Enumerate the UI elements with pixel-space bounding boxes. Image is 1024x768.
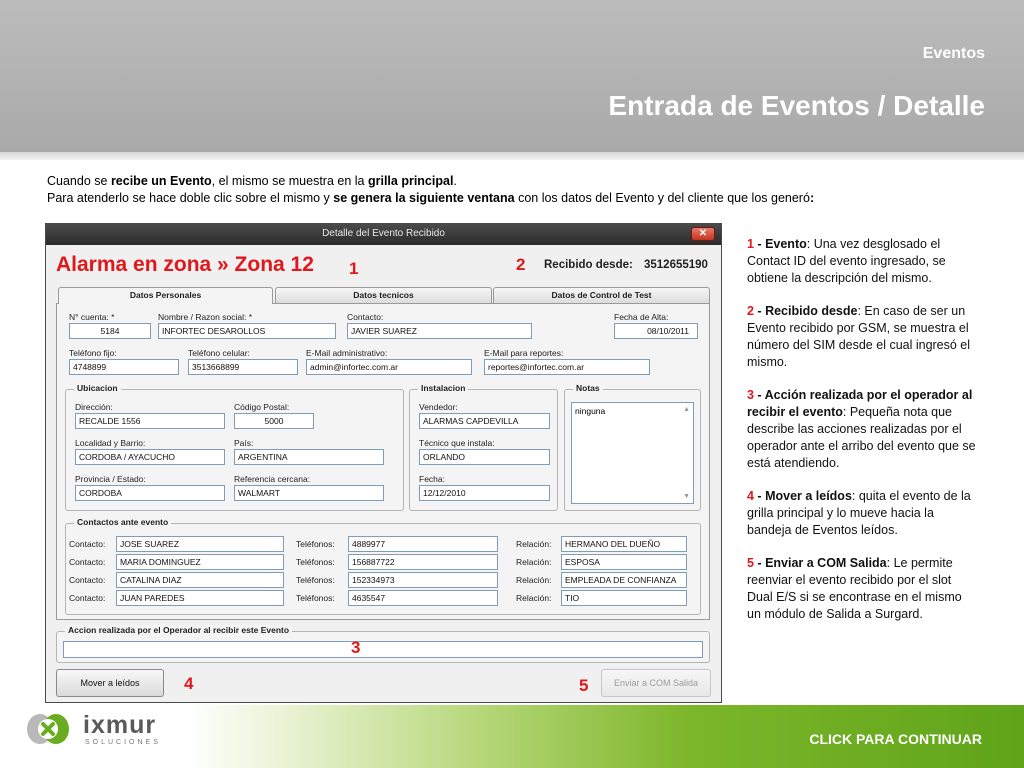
email-admin-label: E-Mail administrativo:	[306, 348, 388, 358]
ubicacion-group	[65, 383, 404, 511]
contact-name-field[interactable]: JOSE SUAREZ	[116, 536, 284, 552]
intro-line-2: Para atenderlo se hace doble clic sobre el mismo y se genera la siguiente ventana con los datos del Evento y del cliente que los generó:	[47, 191, 815, 205]
fecha-instalacion-label: Fecha:	[419, 474, 445, 484]
enviar-com-salida-button[interactable]: Enviar a COM Salida	[601, 669, 711, 697]
fecha-instalacion-field[interactable]: 12/12/2010	[419, 485, 550, 501]
tel-fijo-label: Teléfono fijo:	[69, 348, 117, 358]
telefonos-label: Teléfonos:	[296, 593, 335, 603]
contact-phone-field[interactable]: 4635547	[348, 590, 498, 606]
contact-label: Contacto:	[69, 575, 106, 585]
codigo-postal-label: Código Postal:	[234, 402, 290, 412]
callout-2: 2	[516, 255, 526, 274]
tab-datos-personales[interactable]: Datos Personales	[58, 287, 273, 304]
telefonos-label: Teléfonos:	[296, 557, 335, 567]
intro-text	[47, 173, 987, 207]
email-reportes-field[interactable]: reportes@infortec.com.ar	[484, 359, 650, 375]
callout-5: 5	[579, 676, 589, 695]
contacto-field[interactable]: JAVIER SUAREZ	[347, 323, 532, 339]
contact-name-field[interactable]: CATALINA DIAZ	[116, 572, 284, 588]
contact-label: Contacto:	[69, 557, 106, 567]
contact-phone-field[interactable]: 4889977	[348, 536, 498, 552]
relacion-label: Relación:	[516, 575, 552, 585]
tab-datos-tecnicos[interactable]: Datos tecnicos	[275, 287, 492, 303]
localidad-field[interactable]: CORDOBA / AYACUCHO	[75, 449, 225, 465]
slide-title: Entrada de Eventos / Detalle	[608, 90, 985, 121]
telefonos-label: Teléfonos:	[296, 575, 335, 585]
vendedor-field[interactable]: ALARMAS CAPDEVILLA	[419, 413, 550, 429]
callout-4: 4	[184, 674, 194, 693]
contact-phone-field[interactable]: 156887722	[348, 554, 498, 570]
note-3: 3 - Acción realizada por el operador al recibir el evento: Pequeña nota que describe las acciones realizadas por el operador ante el arribo del evento que se está atendiendo.	[747, 388, 976, 470]
accion-input[interactable]	[63, 641, 703, 658]
accion-title: Accion realizada por el Operador al recibir este Evento	[65, 625, 292, 635]
provincia-label: Provincia / Estado:	[75, 474, 146, 484]
contact-relation-field[interactable]: EMPLEADA DE CONFIANZA	[561, 572, 687, 588]
tab-datos-control-test[interactable]: Datos de Control de Test	[493, 287, 710, 303]
pais-label: País:	[234, 438, 254, 448]
tecnico-field[interactable]: ORLANDO	[419, 449, 550, 465]
referencia-label: Referencia cercana:	[234, 474, 311, 484]
relacion-label: Relación:	[516, 557, 552, 567]
direccion-label: Dirección:	[75, 402, 113, 412]
window-titlebar[interactable]	[46, 224, 721, 245]
note-1: 1 - Evento: Una vez desglosado el Contact ID del evento ingresado, se obtiene la descripción del mismo.	[747, 237, 946, 285]
tel-fijo-field[interactable]: 4748899	[69, 359, 179, 375]
notas-title: Notas	[573, 383, 603, 393]
instalacion-title: Instalacion	[418, 383, 468, 393]
tecnico-label: Técnico que instala:	[419, 438, 495, 448]
fecha-alta-label: Fecha de Alta:	[614, 312, 669, 322]
mover-a-leidos-button[interactable]: Mover a leídos	[56, 669, 164, 697]
contact-phone-field[interactable]: 152334973	[348, 572, 498, 588]
logo-text: ixmur	[83, 711, 157, 739]
slide-header	[0, 0, 1024, 152]
direccion-field[interactable]: RECALDE 1556	[75, 413, 225, 429]
nombre-field[interactable]: INFORTEC DESAROLLOS	[158, 323, 336, 339]
contacto-label: Contacto:	[347, 312, 384, 322]
notas-group	[564, 383, 701, 511]
email-admin-field[interactable]: admin@infortec.com.ar	[306, 359, 472, 375]
close-button[interactable]: ✕	[691, 227, 715, 241]
referencia-field[interactable]: WALMART	[234, 485, 384, 501]
contact-relation-field[interactable]: HERMANO DEL DUEÑO	[561, 536, 687, 552]
nombre-label: Nombre / Razon social: *	[158, 312, 253, 322]
contact-relation-field[interactable]: ESPOSA	[561, 554, 687, 570]
recibido-value: 3512655190	[644, 259, 708, 271]
email-reportes-label: E-Mail para reportes:	[484, 348, 564, 358]
continue-link[interactable]: CLICK PARA CONTINUAR	[809, 731, 982, 747]
recibido-label: Recibido desde:	[544, 259, 633, 271]
note-4: 4 - Mover a leídos: quita el evento de la grilla principal y lo mueve hacia la bandeja de Eventos leídos.	[747, 489, 971, 537]
callout-3: 3	[351, 638, 361, 657]
scroll-down-icon[interactable]: ▼	[683, 493, 690, 500]
notas-text: ninguna	[575, 406, 606, 416]
cuenta-label: N° cuenta: *	[69, 312, 115, 322]
vendedor-label: Vendedor:	[419, 402, 458, 412]
note-5: 5 - Enviar a COM Salida: Le permite reenviar el evento recibido por el slot Dual E/S si se encontrase en el mismo un módulo de Salida a Surgard.	[747, 556, 962, 621]
contactos-title: Contactos ante evento	[74, 517, 171, 527]
accion-group	[56, 625, 710, 663]
section-name: Eventos	[922, 45, 985, 62]
explanation-notes	[747, 236, 979, 639]
contact-name-field[interactable]: JUAN PAREDES	[116, 590, 284, 606]
personal-data-panel	[56, 303, 710, 620]
telefonos-label: Teléfonos:	[296, 539, 335, 549]
localidad-label: Localidad y Barrio:	[75, 438, 146, 448]
relacion-label: Relación:	[516, 593, 552, 603]
notas-textarea[interactable]	[571, 402, 694, 504]
contact-name-field[interactable]: MARIA DOMINGUEZ	[116, 554, 284, 570]
tel-cel-label: Teléfono celular:	[188, 348, 250, 358]
tel-cel-field[interactable]: 3513668899	[188, 359, 298, 375]
window-title: Detalle del Evento Recibido	[322, 228, 445, 239]
contact-label: Contacto:	[69, 539, 106, 549]
header-shadow	[0, 152, 1024, 160]
ixmur-logo-icon	[26, 709, 70, 749]
logo-subtitle: SOLUCIONES	[85, 739, 161, 746]
note-2: 2 - Recibido desde: En caso de ser un Evento recibido por GSM, se muestra el número del SIM desde el cual ingresó el mismo.	[747, 304, 971, 369]
alarm-title: Alarma en zona » Zona 12	[56, 253, 314, 276]
scroll-up-icon[interactable]: ▲	[683, 406, 690, 413]
callout-1: 1	[349, 259, 359, 278]
contactos-group	[65, 517, 701, 615]
contact-label: Contacto:	[69, 593, 106, 603]
ubicacion-title: Ubicacion	[74, 383, 121, 393]
fecha-alta-field[interactable]: 08/10/2011	[614, 323, 698, 339]
contact-relation-field[interactable]: TIO	[561, 590, 687, 606]
provincia-field[interactable]: CORDOBA	[75, 485, 225, 501]
event-detail-window	[45, 223, 722, 703]
cuenta-field[interactable]: 5184	[69, 323, 151, 339]
intro-line-1: Cuando se recibe un Evento, el mismo se muestra en la grilla principal.	[47, 174, 457, 188]
instalacion-group	[409, 383, 558, 511]
codigo-postal-field[interactable]: 5000	[234, 413, 314, 429]
pais-field[interactable]: ARGENTINA	[234, 449, 384, 465]
relacion-label: Relación:	[516, 539, 552, 549]
